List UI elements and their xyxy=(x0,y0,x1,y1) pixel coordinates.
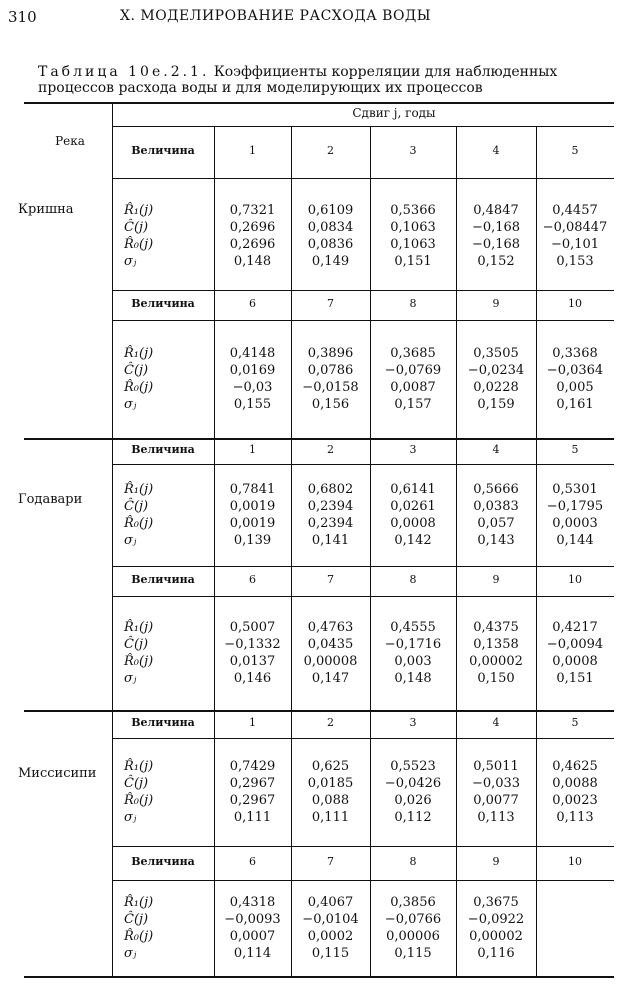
value-column-header: Величина xyxy=(131,855,195,868)
river-name: Годавари xyxy=(18,492,83,507)
row-symbol: σⱼ xyxy=(124,533,137,548)
table-cell: 0,115 xyxy=(311,946,350,961)
lag-header: 6 xyxy=(249,297,256,310)
table-cell: 0,4625 xyxy=(552,759,598,774)
table-cell: 0,159 xyxy=(477,397,515,412)
table-cell: 0,152 xyxy=(477,254,515,269)
lag-header: 2 xyxy=(327,443,334,456)
table-cell: 0,5011 xyxy=(473,759,519,774)
table-cell: 0,146 xyxy=(233,671,272,686)
table-cell: −0,101 xyxy=(550,237,600,252)
river-name: Кришна xyxy=(18,202,74,217)
lag-header: 9 xyxy=(492,573,500,586)
row-symbol: R̂₀(j) xyxy=(124,654,154,669)
table-cell: 0,157 xyxy=(394,397,432,412)
page-number: 310 xyxy=(8,8,37,26)
lag-header: 8 xyxy=(409,573,417,586)
table-caption xyxy=(38,64,608,96)
table-cell: 0,161 xyxy=(556,397,594,412)
block-header-rule xyxy=(112,464,614,465)
table-cell: −0,1332 xyxy=(224,637,281,652)
table-cell: 0,153 xyxy=(556,254,594,269)
row-symbol: R̂₀(j) xyxy=(124,929,154,944)
table-cell: 0,6109 xyxy=(307,203,354,218)
table-cell: −0,0766 xyxy=(384,912,442,927)
table-cell: 0,0435 xyxy=(307,637,354,652)
table-cell: 0,0383 xyxy=(473,499,519,514)
lag-header: 9 xyxy=(492,855,500,868)
table-cell: 0,3896 xyxy=(307,346,354,361)
lag-header: 5 xyxy=(571,716,579,729)
table-cell: 0,141 xyxy=(311,533,350,548)
table-cell: 0,151 xyxy=(394,254,432,269)
table-cell: 0,2967 xyxy=(229,793,276,808)
table-cell: 0,147 xyxy=(311,671,350,686)
table-cell: 0,4217 xyxy=(552,620,598,635)
table-cell: 0,114 xyxy=(233,946,272,961)
table-cell: 0,0023 xyxy=(552,793,598,808)
table-cell: 0,3856 xyxy=(390,895,436,910)
shift-header: Сдвиг j, годы xyxy=(352,106,436,120)
table-cell: −0,0922 xyxy=(467,912,525,927)
lag-header: 7 xyxy=(327,855,334,868)
row-symbol: R̂₁(j) xyxy=(124,482,154,497)
table-cell: 0,625 xyxy=(311,759,350,774)
table-cell: 0,00006 xyxy=(386,929,440,944)
lag-header: 3 xyxy=(409,716,417,729)
value-column-header: Величина xyxy=(131,297,195,310)
block-header-rule xyxy=(112,880,614,881)
table-cell: 0,2696 xyxy=(229,220,276,235)
table-cell: 0,3685 xyxy=(390,346,436,361)
lag-header: 10 xyxy=(568,573,582,586)
table-cell: −0,1795 xyxy=(546,499,604,514)
table-cell: 0,0077 xyxy=(473,793,519,808)
table-cell: 0,113 xyxy=(477,810,515,825)
table-cell: 0,4375 xyxy=(473,620,519,635)
value-column-header: Величина xyxy=(131,144,195,157)
table-cell: 0,7321 xyxy=(229,203,276,218)
table-cell: 0,4555 xyxy=(390,620,436,635)
table-cell: 0,0834 xyxy=(307,220,354,235)
lag-header: 6 xyxy=(249,855,256,868)
table-cell: −0,0234 xyxy=(467,363,525,378)
table-cell: 0,5523 xyxy=(390,759,436,774)
row-symbol: R̂₀(j) xyxy=(124,516,154,531)
table-cell: 0,2696 xyxy=(229,237,276,252)
table-cell: 0,3505 xyxy=(473,346,519,361)
table-cell: 0,4457 xyxy=(552,203,598,218)
row-symbol: R̂₁(j) xyxy=(124,620,154,635)
block-header-rule xyxy=(112,738,614,739)
row-symbol: R̂₀(j) xyxy=(124,380,154,395)
river-name: Миссисипи xyxy=(18,766,97,781)
table-cell: 0,113 xyxy=(556,810,594,825)
caption-text: Коэффициенты корреляции для наблюденных процессов расхода воды и для моделирующих их процессов xyxy=(38,64,558,96)
table-cell: 0,111 xyxy=(311,810,350,825)
table-cell: 0,151 xyxy=(556,671,594,686)
table-cell: 0,7841 xyxy=(229,482,276,497)
lag-header: 1 xyxy=(249,443,256,456)
lag-header: 3 xyxy=(409,443,417,456)
table-cell: −0,0104 xyxy=(302,912,359,927)
table-cell: −0,0158 xyxy=(302,380,359,395)
table-cell: −0,08447 xyxy=(542,220,608,235)
table-cell: 0,112 xyxy=(394,810,432,825)
table-cell: 0,00002 xyxy=(469,654,523,669)
lag-header: 5 xyxy=(571,144,579,157)
table-cell: −0,033 xyxy=(471,776,521,791)
block-separator xyxy=(112,566,614,567)
table-cell: −0,0426 xyxy=(384,776,442,791)
table-cell: −0,1716 xyxy=(384,637,442,652)
table-cell: 0,6141 xyxy=(390,482,436,497)
table-cell: 0,0002 xyxy=(307,929,354,944)
shift-header-rule xyxy=(112,126,614,127)
table-cell: −0,0093 xyxy=(224,912,281,927)
table-cell: 0,156 xyxy=(311,397,350,412)
table-cell: 0,111 xyxy=(233,810,272,825)
table-cell: 0,142 xyxy=(394,533,432,548)
lag-header: 10 xyxy=(568,297,582,310)
table-cell: 0,0008 xyxy=(390,516,436,531)
table-cell: 0,155 xyxy=(233,397,272,412)
table-cell: 0,057 xyxy=(477,516,515,531)
block-header-rule xyxy=(112,596,614,597)
value-column-header: Величина xyxy=(131,443,195,456)
table-cell: 0,143 xyxy=(477,533,515,548)
running-head: X. МОДЕЛИРОВАНИЕ РАСХОДА ВОДЫ xyxy=(120,8,432,24)
table-cell: 0,0003 xyxy=(552,516,598,531)
table-cell: 0,4847 xyxy=(473,203,519,218)
lag-header: 10 xyxy=(568,855,582,868)
table-cell: 0,115 xyxy=(394,946,432,961)
row-symbol: Ĉ(j) xyxy=(124,499,149,514)
lag-header: 1 xyxy=(249,144,256,157)
table-cell: 0,0836 xyxy=(307,237,354,252)
table-cell: 0,0137 xyxy=(229,654,276,669)
table-cell: 0,139 xyxy=(233,533,272,548)
table-cell: 0,00002 xyxy=(469,929,523,944)
table-cell: 0,0087 xyxy=(390,380,436,395)
table-cell: 0,2967 xyxy=(229,776,276,791)
lag-header: 4 xyxy=(492,716,500,729)
lag-header: 4 xyxy=(492,144,500,157)
table-cell: 0,4318 xyxy=(229,895,276,910)
table-cell: 0,1063 xyxy=(390,237,436,252)
river-separator xyxy=(24,438,614,440)
header-bottom-rule xyxy=(112,178,614,179)
table-cell: 0,026 xyxy=(394,793,432,808)
lag-header: 4 xyxy=(492,443,500,456)
value-column-header: Величина xyxy=(131,573,195,586)
lag-header: 7 xyxy=(327,573,334,586)
table-cell: 0,0008 xyxy=(552,654,598,669)
table-cell: 0,148 xyxy=(233,254,272,269)
table-cell: 0,0261 xyxy=(390,499,436,514)
table-cell: 0,5007 xyxy=(229,620,276,635)
river-divider xyxy=(112,102,113,976)
row-symbol: σⱼ xyxy=(124,946,137,961)
table-cell: 0,3368 xyxy=(552,346,598,361)
table-cell: 0,2394 xyxy=(307,516,354,531)
table-cell: 0,0228 xyxy=(473,380,519,395)
river-separator xyxy=(24,710,614,712)
table-cell: 0,088 xyxy=(311,793,350,808)
table-cell: 0,0088 xyxy=(552,776,598,791)
table-cell: 0,144 xyxy=(556,533,594,548)
table-cell: −0,0364 xyxy=(546,363,604,378)
block-separator xyxy=(112,846,614,847)
table-cell: −0,168 xyxy=(471,220,521,235)
table-cell: −0,0094 xyxy=(546,637,604,652)
block-separator xyxy=(112,290,614,291)
table-cell: 0,149 xyxy=(311,254,350,269)
row-symbol: σⱼ xyxy=(124,254,137,269)
table-cell: 0,4148 xyxy=(229,346,276,361)
row-symbol: Ĉ(j) xyxy=(124,220,149,235)
table-cell: 0,1358 xyxy=(473,637,519,652)
row-symbol: Ĉ(j) xyxy=(124,363,149,378)
lag-header: 7 xyxy=(327,297,334,310)
table-cell: 0,1063 xyxy=(390,220,436,235)
value-column-header: Величина xyxy=(131,716,195,729)
table-cell: 0,2394 xyxy=(307,499,354,514)
row-symbol: σⱼ xyxy=(124,810,137,825)
row-symbol: R̂₁(j) xyxy=(124,895,154,910)
table-cell: 0,0007 xyxy=(229,929,276,944)
row-symbol: R̂₁(j) xyxy=(124,346,154,361)
table-bottom-rule xyxy=(24,976,614,978)
table-cell: 0,0019 xyxy=(229,516,276,531)
table-cell: −0,168 xyxy=(471,237,521,252)
table-cell: 0,3675 xyxy=(473,895,519,910)
table-cell: 0,4763 xyxy=(307,620,354,635)
river-column-header: Река xyxy=(55,134,85,148)
lag-header: 6 xyxy=(249,573,256,586)
table-cell: 0,5301 xyxy=(552,482,598,497)
table-cell: 0,5666 xyxy=(473,482,519,497)
table-cell: 0,148 xyxy=(394,671,432,686)
table-cell: 0,116 xyxy=(477,946,515,961)
row-symbol: σⱼ xyxy=(124,397,137,412)
table-cell: 0,0169 xyxy=(229,363,276,378)
lag-header: 8 xyxy=(409,297,417,310)
caption-label: Таблица 10е.2.1. xyxy=(38,64,210,80)
table-cell: 0,5366 xyxy=(390,203,436,218)
lag-header: 8 xyxy=(409,855,417,868)
table-cell: −0,03 xyxy=(232,380,273,395)
table-cell: 0,005 xyxy=(556,380,594,395)
table-cell: 0,7429 xyxy=(229,759,276,774)
lag-header: 2 xyxy=(327,144,334,157)
row-symbol: R̂₀(j) xyxy=(124,237,154,252)
row-symbol: Ĉ(j) xyxy=(124,912,149,927)
table-cell: −0,0769 xyxy=(384,363,442,378)
table-cell: 0,0019 xyxy=(229,499,276,514)
lag-header: 2 xyxy=(327,716,334,729)
table-cell: 0,150 xyxy=(477,671,515,686)
block-header-rule xyxy=(112,320,614,321)
table-cell: 0,0185 xyxy=(307,776,354,791)
table-cell: 0,00008 xyxy=(303,654,358,669)
row-symbol: Ĉ(j) xyxy=(124,776,149,791)
row-symbol: Ĉ(j) xyxy=(124,637,149,652)
lag-header: 5 xyxy=(571,443,579,456)
row-symbol: R̂₀(j) xyxy=(124,793,154,808)
row-symbol: σⱼ xyxy=(124,671,137,686)
table-cell: 0,6802 xyxy=(307,482,354,497)
row-symbol: R̂₁(j) xyxy=(124,203,154,218)
lag-header: 3 xyxy=(409,144,417,157)
table-cell: 0,0786 xyxy=(307,363,354,378)
lag-header: 1 xyxy=(249,716,256,729)
table-cell: 0,4067 xyxy=(307,895,354,910)
table-cell: 0,003 xyxy=(394,654,432,669)
lag-header: 9 xyxy=(492,297,500,310)
row-symbol: R̂₁(j) xyxy=(124,759,154,774)
